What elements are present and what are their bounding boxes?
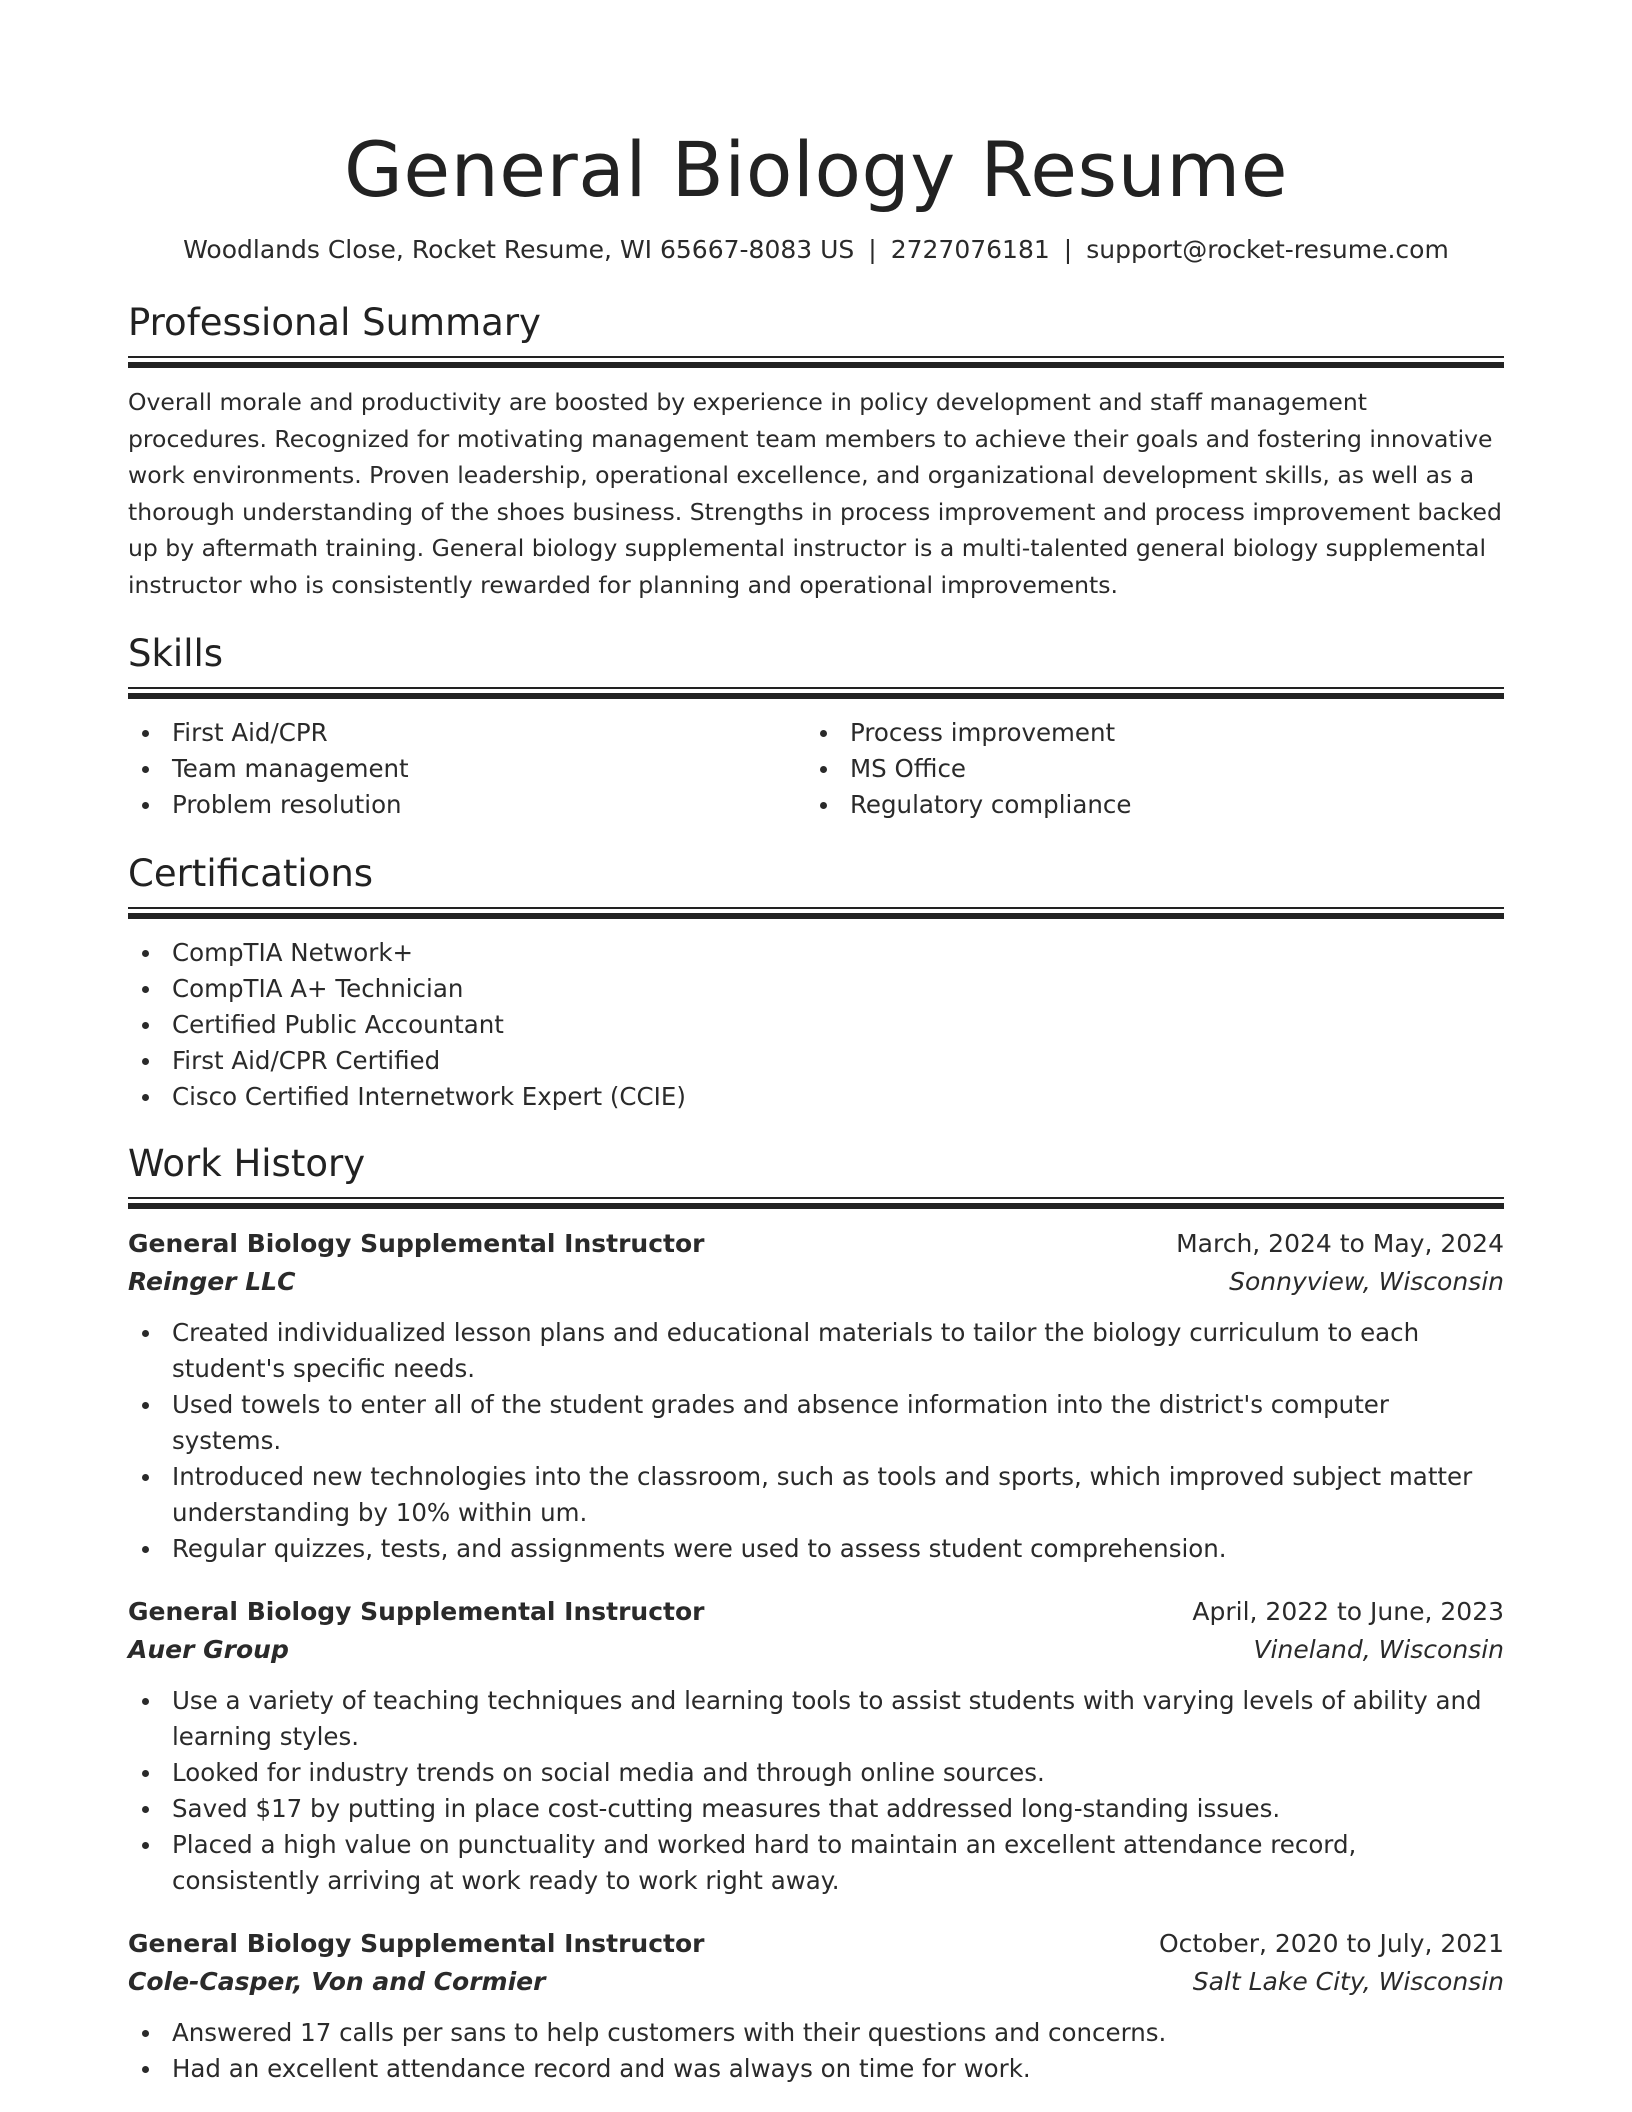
skills-list-right xyxy=(806,715,1484,823)
contact-email: support@rocket-resume.com xyxy=(1086,235,1449,264)
skill-item: MS Office xyxy=(806,751,1484,787)
contact-separator: | xyxy=(1063,235,1073,264)
job-header xyxy=(128,1225,1504,1263)
contact-line xyxy=(128,234,1504,266)
job-location: Vineland, Wisconsin xyxy=(1253,1635,1504,1664)
job-bullet: Placed a high value on punctuality and worked hard to maintain an excellent attendance record, consistently arriving at work ready to work right away. xyxy=(128,1827,1504,1899)
certification-item: Cisco Certified Internetwork Expert (CCIE) xyxy=(128,1079,1504,1115)
job-company: Reinger LLC xyxy=(128,1267,296,1296)
certifications-list xyxy=(128,935,1504,1115)
job-title: General Biology Supplemental Instructor xyxy=(128,1597,705,1626)
resume-title: General Biology Resume xyxy=(343,125,1289,214)
job-title: General Biology Supplemental Instructor xyxy=(128,1929,705,1958)
job-bullet: Use a variety of teaching techniques and learning tools to assist students with varying levels of ability and learning styles. xyxy=(128,1683,1504,1755)
certification-item: Certified Public Accountant xyxy=(128,1007,1504,1043)
job-dates: March, 2024 to May, 2024 xyxy=(1176,1229,1504,1258)
job-company: Auer Group xyxy=(128,1635,289,1664)
section-divider xyxy=(128,687,1504,699)
job-bullets xyxy=(128,1315,1504,1567)
job-bullet: Saved $17 by putting in place cost-cutting measures that addressed long-standing issues. xyxy=(128,1791,1504,1827)
skills-columns xyxy=(128,715,1504,823)
job-subheader xyxy=(128,1263,1504,1301)
job-bullet: Regular quizzes, tests, and assignments were used to assess student comprehension. xyxy=(128,1531,1504,1567)
skill-item: Regulatory compliance xyxy=(806,787,1484,823)
job-header xyxy=(128,1593,1504,1631)
certification-item: CompTIA Network+ xyxy=(128,935,1504,971)
job-bullet: Looked for industry trends on social media and through online sources. xyxy=(128,1755,1504,1791)
job-bullets xyxy=(128,2015,1504,2087)
section-title-skills: Skills xyxy=(128,632,224,675)
job-subheader xyxy=(128,1631,1504,1669)
skills-list-left xyxy=(128,715,806,823)
contact-separator: | xyxy=(868,235,877,264)
certifications-section xyxy=(128,851,1504,1115)
skills-section xyxy=(128,631,1504,823)
job-header xyxy=(128,1925,1504,1963)
section-divider xyxy=(128,1197,1504,1209)
summary-section xyxy=(128,300,1504,603)
job-bullet: Answered 17 calls per sans to help customers with their questions and concerns. xyxy=(128,2015,1504,2051)
job-location: Sonnyview, Wisconsin xyxy=(1229,1267,1504,1296)
job-dates: October, 2020 to July, 2021 xyxy=(1158,1929,1504,1958)
resume-page xyxy=(128,0,1504,2087)
section-title-work-history: Work History xyxy=(128,1142,366,1185)
skill-item: Team management xyxy=(128,751,806,787)
skill-item: First Aid/CPR xyxy=(128,715,806,751)
job-entry xyxy=(128,1225,1504,1567)
job-company: Cole-Casper, Von and Cormier xyxy=(128,1967,546,1996)
skill-item: Problem resolution xyxy=(128,787,806,823)
job-entry xyxy=(128,1593,1504,1899)
job-dates: April, 2022 to June, 2023 xyxy=(1192,1597,1504,1626)
job-subheader xyxy=(128,1963,1504,2001)
certification-item: First Aid/CPR Certified xyxy=(128,1043,1504,1079)
summary-text: Overall morale and productivity are boosted by experience in policy development and staff management procedures. Recognized for motivating management team members to achieve their goals and fostering innovative work environments. Proven leadership, operational excellence, and organizational development skills, as well as a thorough understanding of the shoes business. Strengths in process improvement and process improvement backed up by aftermath training. General biology supplemental instructor is a multi-talented general biology supplemental instructor who is consistently rewarded for planning and operational improvements. xyxy=(128,388,1502,599)
job-bullet: Had an excellent attendance record and was always on time for work. xyxy=(128,2051,1504,2087)
section-divider xyxy=(128,907,1504,919)
skill-item: Process improvement xyxy=(806,715,1484,751)
job-bullet: Introduced new technologies into the classroom, such as tools and sports, which improved subject matter understanding by 10% within um. xyxy=(128,1459,1504,1531)
certification-item: CompTIA A+ Technician xyxy=(128,971,1504,1007)
job-bullet: Used towels to enter all of the student grades and absence information into the district's computer systems. xyxy=(128,1387,1504,1459)
section-title-summary: Professional Summary xyxy=(128,301,541,344)
contact-address: Woodlands Close, Rocket Resume, WI 65667-8083 US xyxy=(183,235,855,264)
job-title: General Biology Supplemental Instructor xyxy=(128,1229,705,1258)
job-entry xyxy=(128,1925,1504,2087)
section-divider xyxy=(128,356,1504,368)
job-location: Salt Lake City, Wisconsin xyxy=(1192,1967,1504,1996)
work-history-section xyxy=(128,1141,1504,2087)
job-bullets xyxy=(128,1683,1504,1899)
section-title-certifications: Certifications xyxy=(128,852,374,895)
job-bullet: Created individualized lesson plans and educational materials to tailor the biology curriculum to each student's specific needs. xyxy=(128,1315,1504,1387)
contact-phone: 2727076181 xyxy=(890,235,1050,264)
